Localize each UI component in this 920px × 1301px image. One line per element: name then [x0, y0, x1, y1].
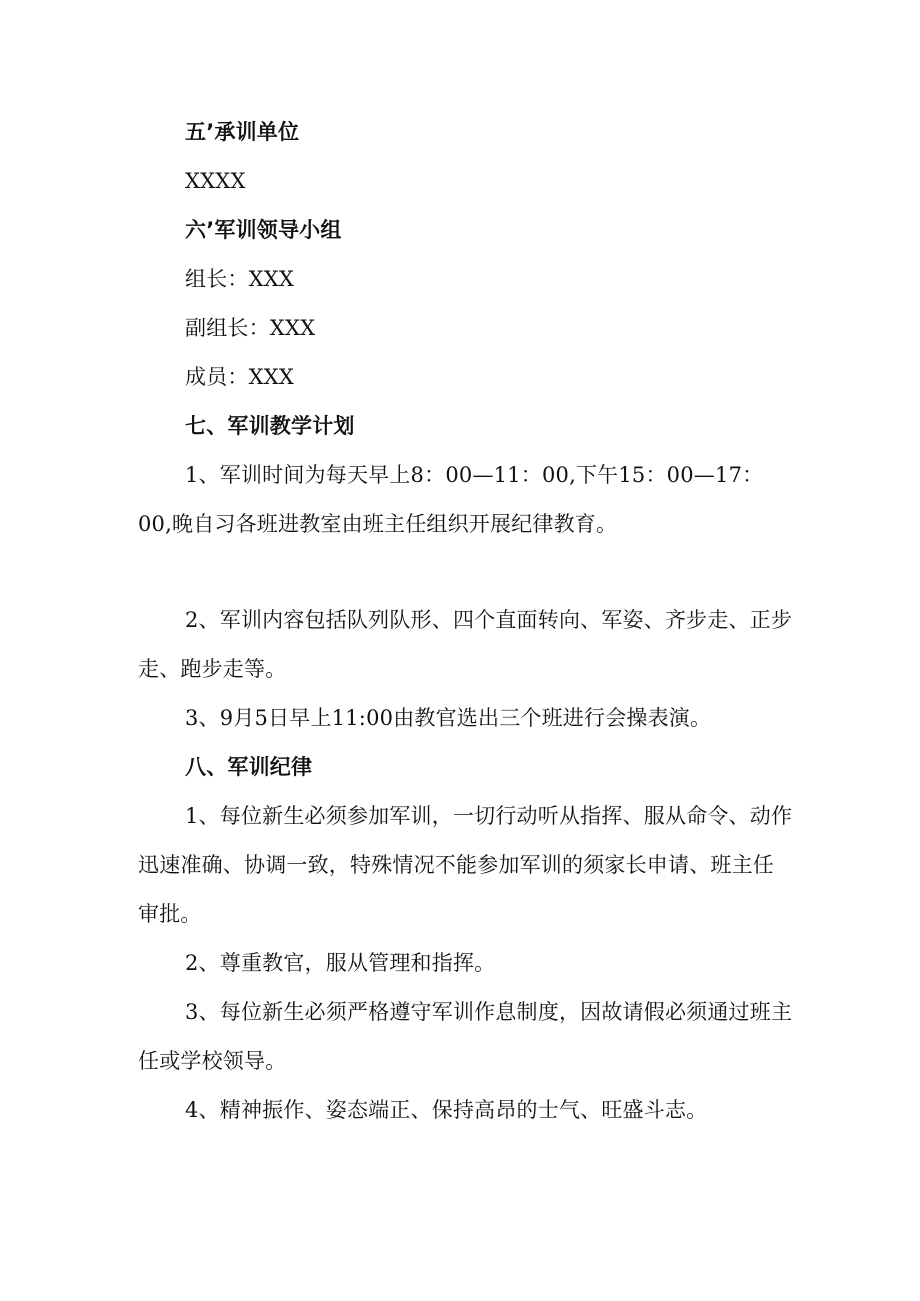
body-line: 00,晚自习各班进教室由班主任组织开展纪律教育。: [138, 512, 618, 536]
body-line: 副组长：XXX: [185, 316, 316, 340]
body-line: 组长：XXX: [185, 267, 295, 291]
section-heading-8: 八、军训纪律: [185, 755, 313, 779]
body-line: 任或学校领导。: [138, 1049, 287, 1073]
body-line: 成员：XXX: [185, 365, 295, 389]
body-line: 迅速准确、协调一致，特殊情况不能参加军训的须家长申请、班主任: [138, 853, 774, 877]
section-heading-7: 七、军训教学计划: [185, 414, 355, 438]
body-line: 2、军训内容包括队列队形、四个直面转向、军姿、齐步走、正步: [185, 608, 793, 632]
body-line: 审批。: [138, 902, 202, 926]
body-line: 1、军训时间为每天早上8：00—11：00,下午15：00—17：: [185, 463, 764, 487]
body-line: 3、9月5日早上11:00由教官选出三个班进行会操表演。: [185, 706, 712, 730]
section-heading-5: 五’承训单位: [185, 120, 300, 144]
body-line: 1、每位新生必须参加军训，一切行动听从指挥、服从命令、动作: [185, 804, 793, 828]
body-line: 2、尊重教官，服从管理和指挥。: [185, 951, 496, 975]
body-line: 走、跑步走等。: [138, 657, 287, 681]
section-heading-6: 六’军训领导小组: [185, 218, 342, 242]
body-line: 4、精神振作、姿态端正、保持高昂的士气、旺盛斗志。: [185, 1098, 708, 1122]
body-line: XXXX: [185, 169, 246, 193]
body-line: 3、每位新生必须严格遵守军训作息制度，因故请假必须通过班主: [185, 1000, 793, 1024]
